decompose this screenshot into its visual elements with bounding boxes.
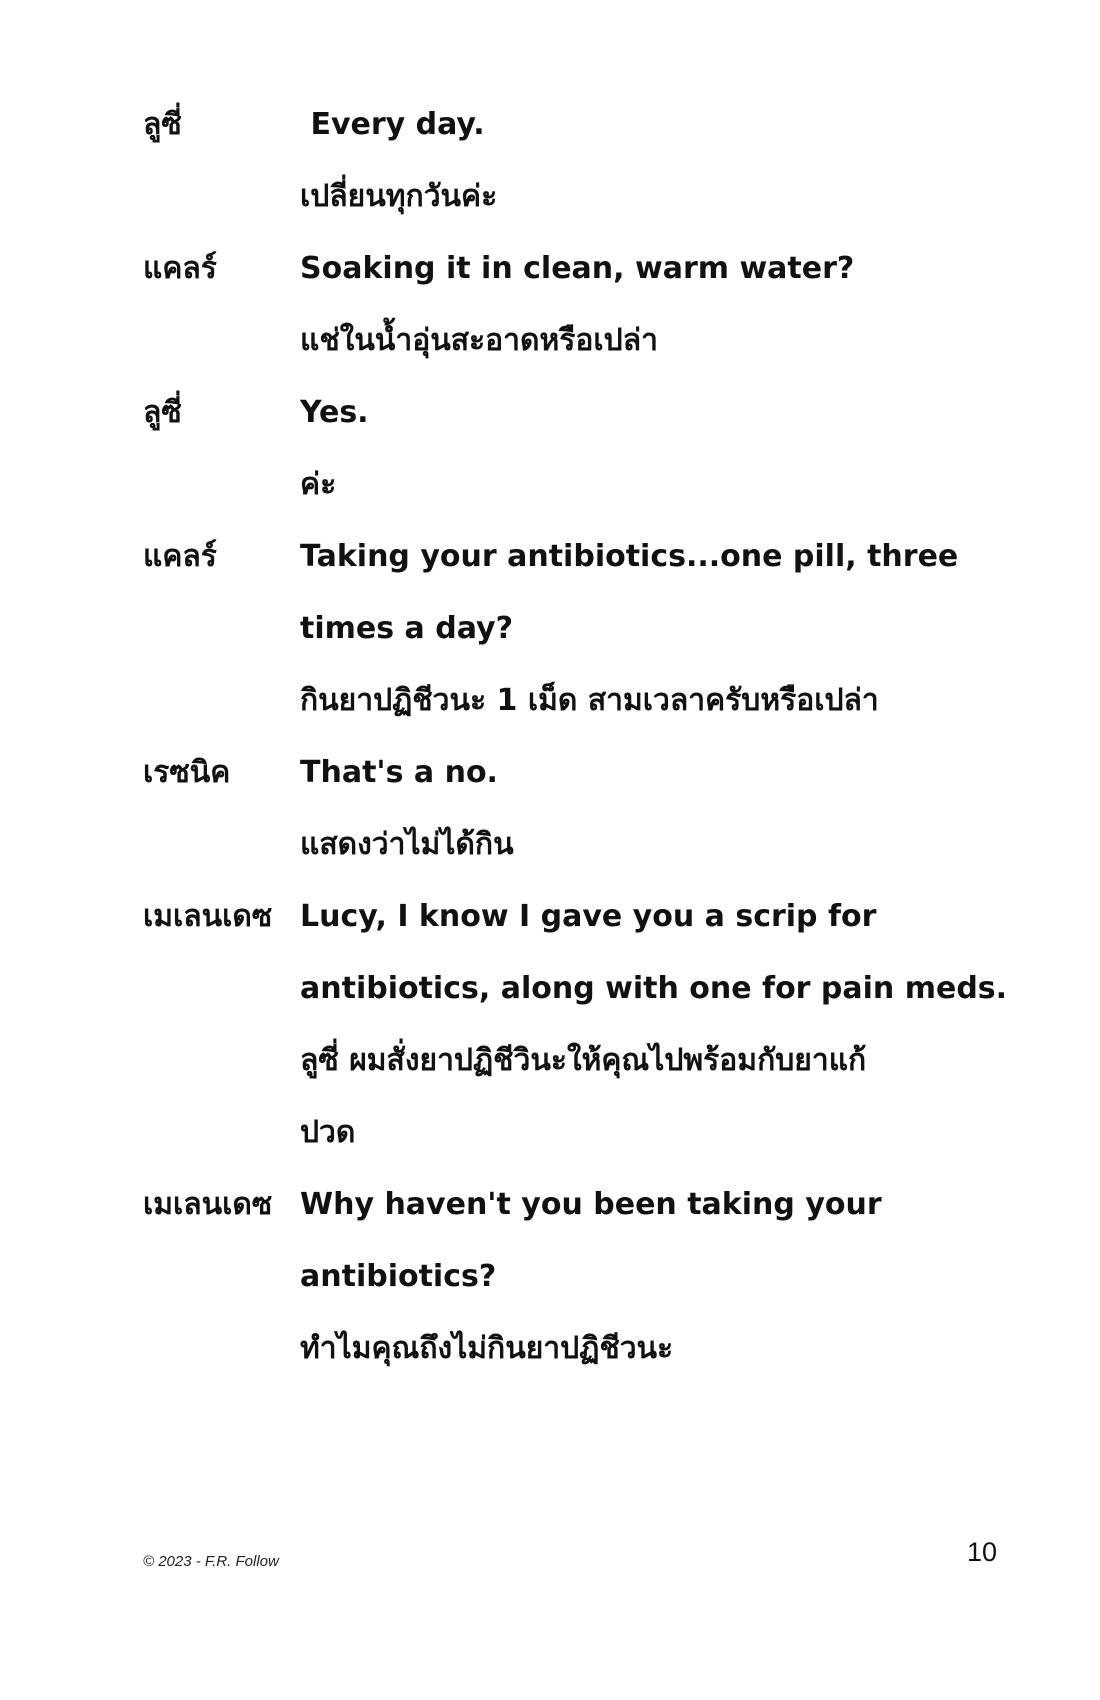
dialogue-line	[143, 1255, 963, 1327]
thai-translation-text: แช่ในน้ำอุ่นสะอาดหรือเปล่า	[300, 323, 658, 358]
dialogue-line	[143, 1039, 963, 1111]
dialogue-text: Soaking it in clean, warm water?	[300, 251, 855, 286]
copyright-notice: © 2023 - F.R. Follow	[143, 1553, 279, 1570]
dialogue-text: antibiotics?	[300, 1259, 497, 1294]
dialogue-line	[143, 1111, 963, 1183]
dialogue-text: Yes.	[300, 395, 369, 430]
dialogue-line	[143, 823, 963, 895]
thai-translation-text: แสดงว่าไม่ได้กิน	[300, 827, 514, 862]
dialogue-text: Why haven't you been taking your	[300, 1187, 882, 1222]
dialogue-text: Taking your antibiotics...one pill, three	[300, 539, 959, 574]
dialogue-line	[143, 607, 963, 679]
dialogue-line	[143, 391, 963, 463]
dialogue-text: That's a no.	[300, 755, 498, 790]
thai-translation-text: ทำไมคุณถึงไม่กินยาปฏิชีวนะ	[300, 1331, 674, 1366]
dialogue-text: Every day.	[300, 107, 485, 142]
thai-translation-text: กินยาปฏิชีวนะ 1 เม็ด สามเวลาครับหรือเปล่า	[300, 683, 879, 718]
dialogue-line	[143, 535, 963, 607]
dialogue-line	[143, 751, 963, 823]
dialogue-line	[143, 1183, 963, 1255]
page-number: 10	[967, 1537, 998, 1567]
dialogue-line	[143, 1327, 963, 1399]
speaker-name: เมเลนเดซ	[143, 1187, 273, 1222]
dialogue-line	[143, 175, 963, 247]
speaker-name: เมเลนเดซ	[143, 899, 273, 934]
thai-translation-text: ปวด	[300, 1115, 356, 1150]
speaker-name: แคลร์	[143, 539, 217, 574]
thai-translation-text: เปลี่ยนทุกวันค่ะ	[300, 179, 498, 214]
dialogue-line	[143, 103, 963, 175]
speaker-name: ลูซี่	[143, 395, 182, 430]
dialogue-line	[143, 247, 963, 319]
thai-translation-text: ค่ะ	[300, 467, 337, 502]
speaker-name: เรซนิค	[143, 755, 231, 790]
dialogue-line	[143, 679, 963, 751]
thai-translation-text: ลูซี่ ผมสั่งยาปฏิชีวินะให้คุณไปพร้อมกับยาแก้	[300, 1043, 867, 1078]
dialogue-line	[143, 463, 963, 535]
dialogue-line	[143, 967, 1008, 1039]
speaker-name: แคลร์	[143, 251, 217, 286]
script-dialogue	[143, 103, 1008, 1399]
dialogue-text: Lucy, I know I gave you a scrip for	[300, 899, 877, 934]
dialogue-line	[143, 319, 963, 391]
speaker-name: ลูซี่	[143, 107, 182, 142]
dialogue-text: times a day?	[300, 611, 513, 646]
dialogue-line	[143, 895, 963, 967]
dialogue-text: antibiotics, along with one for pain meds.	[300, 971, 1008, 1006]
